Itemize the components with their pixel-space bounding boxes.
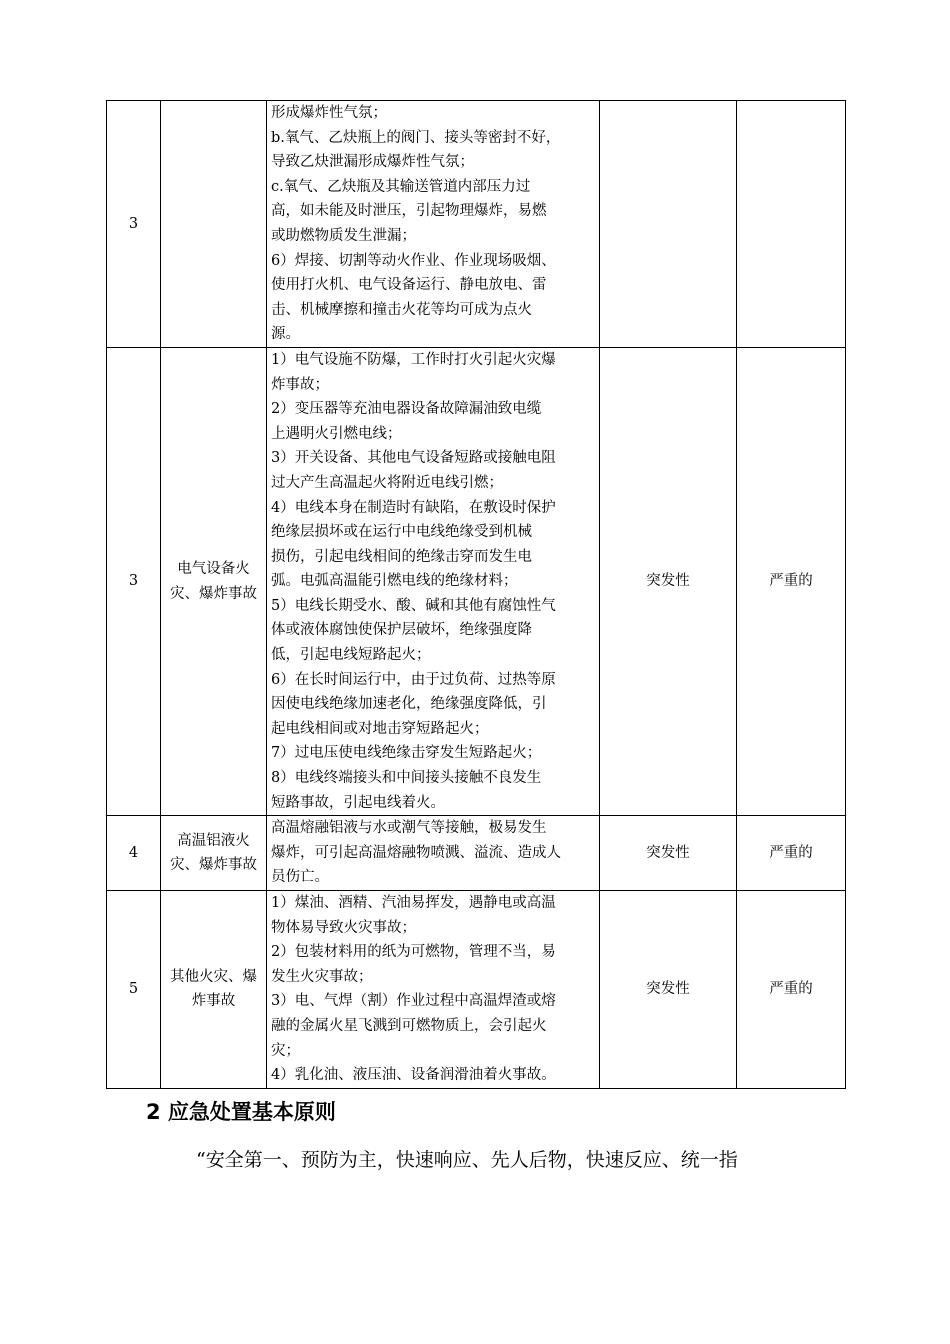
description-line: 导致乙炔泄漏形成爆炸性气氛； [271,154,474,171]
description-line: 6）在长时间运行中，由于过负荷、过热等原 [271,671,556,688]
description-line: 6）焊接、切割等动火作业、作业现场吸烟、 [271,252,556,269]
description-line: 4）电线本身在制造时有缺陷，在敷设时保护 [271,499,556,516]
description-line: 2）变压器等充油电器设备故障漏油致电缆 [271,401,542,418]
row-number: 5 [107,891,161,1089]
description-line: 3）电、气焊（割）作业过程中高温焊渣或熔 [271,993,556,1010]
description-line: 1）电气设施不防爆，工作时打火引起火灾爆 [271,351,556,368]
accident-name: 电气设备火灾、爆炸事故 [161,347,267,815]
description-line: 低，引起电线短路起火； [271,647,431,664]
description-line: 高，如未能及时泄压，引起物理爆炸，易燃 [271,203,547,220]
section-paragraph: “安全第一、预防为主，快速响应、先人后物，快速反应、统一指 [196,1149,738,1171]
row-number: 4 [107,816,161,891]
description-line: 弧。电弧高温能引燃电线的绝缘材料； [271,573,518,590]
description-line: 源。 [271,326,300,343]
description-line: 或助燃物质发生泄漏； [271,227,416,244]
description-line: 员伤亡。 [271,869,329,886]
description-line: 高温熔融铝液与水或潮气等接触，极易发生 [271,820,547,837]
description-line: 因使电线绝缘加速老化，绝缘强度降低，引 [271,696,547,713]
description-line: 击、机械摩擦和撞击火花等均可成为点火 [271,301,532,318]
description-line: 发生火灾事故； [271,968,373,985]
accident-name: 高温铝液火灾、爆炸事故 [161,816,267,891]
table-row [107,816,846,891]
description-line: 5）电线长期受水、酸、碱和其他有腐蚀性气 [271,597,556,614]
table-row [107,891,846,1089]
description-line: 7）过电压使电线绝缘击穿发生短路起火； [271,745,542,762]
severity: 严重的 [737,816,846,891]
description-line: 起电线相间或对地击穿短路起火； [271,720,489,737]
severity: 严重的 [737,347,846,815]
hazard-description [267,101,600,348]
hazard-description [267,816,600,891]
occurrence-type: 突发性 [600,347,737,815]
description-line: 炸事故； [271,376,329,393]
table-row [107,347,846,815]
table-row [107,101,846,348]
hazard-table-body [107,101,846,1089]
description-line: c.氧气、乙炔瓶及其输送管道内部压力过 [271,178,531,195]
severity [737,101,846,348]
occurrence-type: 突发性 [600,891,737,1089]
description-line: 形成爆炸性气氛； [271,105,387,121]
hazard-table [106,100,846,1089]
hazard-description [267,347,600,815]
row-number: 3 [107,101,161,348]
description-line: 4）乳化油、液压油、设备润滑油着火事故。 [271,1067,556,1084]
description-line: 上遇明火引燃电线； [271,425,402,442]
description-line: 体或液体腐蚀使保护层破坏，绝缘强度降 [271,622,532,639]
description-line: 爆炸，可引起高温熔融物喷溅、溢流、造成人 [271,844,561,861]
section-heading: 2 应急处置基本原则 [146,1100,336,1124]
description-line: 使用打火机、电气设备运行、静电放电、雷 [271,277,547,294]
description-line: 绝缘层损坏或在运行中电线绝缘受到机械 [271,524,532,541]
description-line: 过大产生高温起火将附近电线引燃； [271,474,503,491]
description-line: 灾； [271,1042,300,1059]
description-line: 2）包装材料用的纸为可燃物，管理不当，易 [271,944,556,961]
occurrence-type [600,101,737,348]
description-line: 物体易导致火灾事故； [271,919,416,936]
description-line: b.氧气、乙炔瓶上的阀门、接头等密封不好， [271,129,561,146]
occurrence-type: 突发性 [600,816,737,891]
description-line: 1）煤油、酒精、汽油易挥发，遇静电或高温 [271,895,556,911]
description-line: 融的金属火星飞溅到可燃物质上，会引起火 [271,1017,547,1034]
accident-name [161,101,267,348]
severity: 严重的 [737,891,846,1089]
row-number: 3 [107,347,161,815]
description-line: 3）开关设备、其他电气设备短路或接触电阻 [271,450,556,467]
accident-name: 其他火灾、爆炸事故 [161,891,267,1089]
description-line: 损伤，引起电线相间的绝缘击穿而发生电 [271,548,532,565]
description-line: 8）电线终端接头和中间接头接触不良发生 [271,770,542,787]
description-line: 短路事故，引起电线着火。 [271,794,445,811]
hazard-description [267,891,600,1089]
